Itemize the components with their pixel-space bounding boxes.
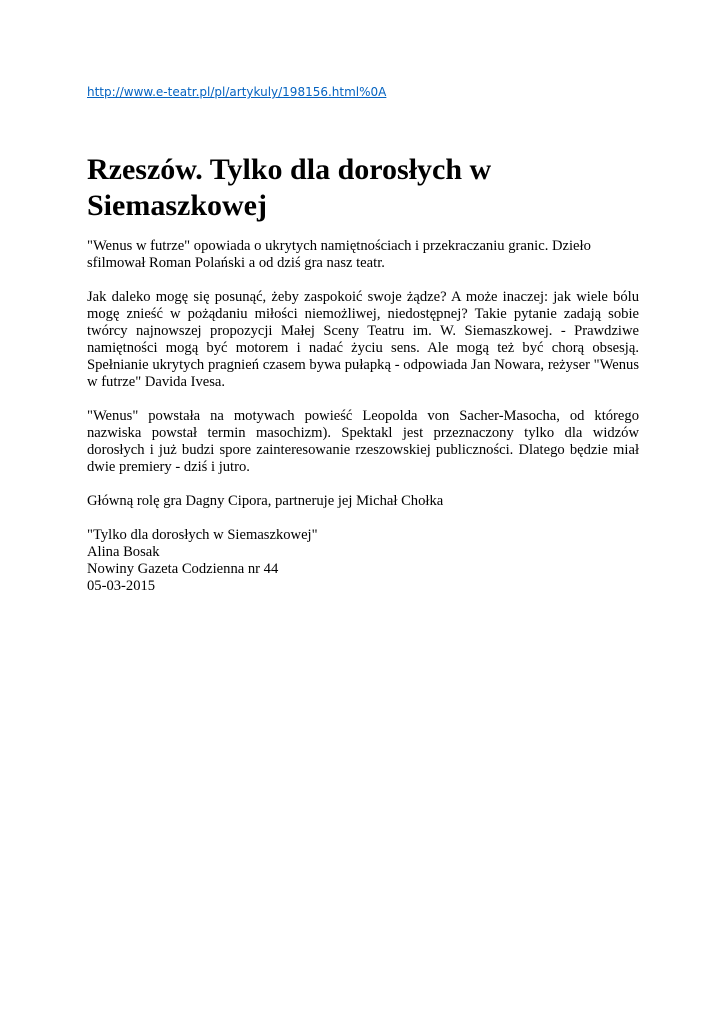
source-url-link[interactable]: http://www.e-teatr.pl/pl/artykuly/198156.html%0A xyxy=(87,85,387,99)
signature-publication: Nowiny Gazeta Codzienna nr 44 xyxy=(87,561,279,577)
source-signature xyxy=(87,527,639,595)
article-title: Rzeszów. Tylko dla dorosłych w Siemaszkowej xyxy=(87,153,492,222)
body-paragraph: "Wenus" powstała na motywach powieść Leopolda von Sacher-Masocha, od którego nazwiska powstał termin masochizm). Spektakl jest przeznaczony tylko dla widzów dorosłych i już budzi spore zainteresowanie rzeszowskiej publiczności. Dlatego będzie miał dwie premiery - dziś i jutro. xyxy=(87,408,639,475)
article-body xyxy=(87,238,639,595)
body-paragraph: Jak daleko mogę się posunąć, żeby zaspokoić swoje żądze? A może inaczej: jak wiele bólu mogę znieść w pożądaniu miłości niemożliwej, niedostępnej? Takie pytanie zadają sobie twórcy najnowszej propozycji Małej Sceny Teatru im. W. Siemaszkowej. - Prawdziwe namiętności mogą być motorem i nadać życiu sens. Ale mogą też być chorą obsesją. Spełnianie ukrytych pragnień czasem bywa pułapką - odpowiada Jan Nowara, reżyser "Wenus w futrze" Davida Ivesa. xyxy=(87,289,639,390)
cast-paragraph: Główną rolę gra Dagny Cipora, partneruje jej Michał Chołka xyxy=(87,493,444,509)
signature-author: Alina Bosak xyxy=(87,544,160,560)
signature-date: 05-03-2015 xyxy=(87,578,156,594)
signature-article-title: "Tylko dla dorosłych w Siemaszkowej" xyxy=(87,527,318,543)
document-page xyxy=(87,0,639,1024)
lead-paragraph: "Wenus w futrze" opowiada o ukrytych namiętnościach i przekraczaniu granic. Dzieło sfilmował Roman Polański a od dziś gra nasz teatr. xyxy=(87,238,591,271)
